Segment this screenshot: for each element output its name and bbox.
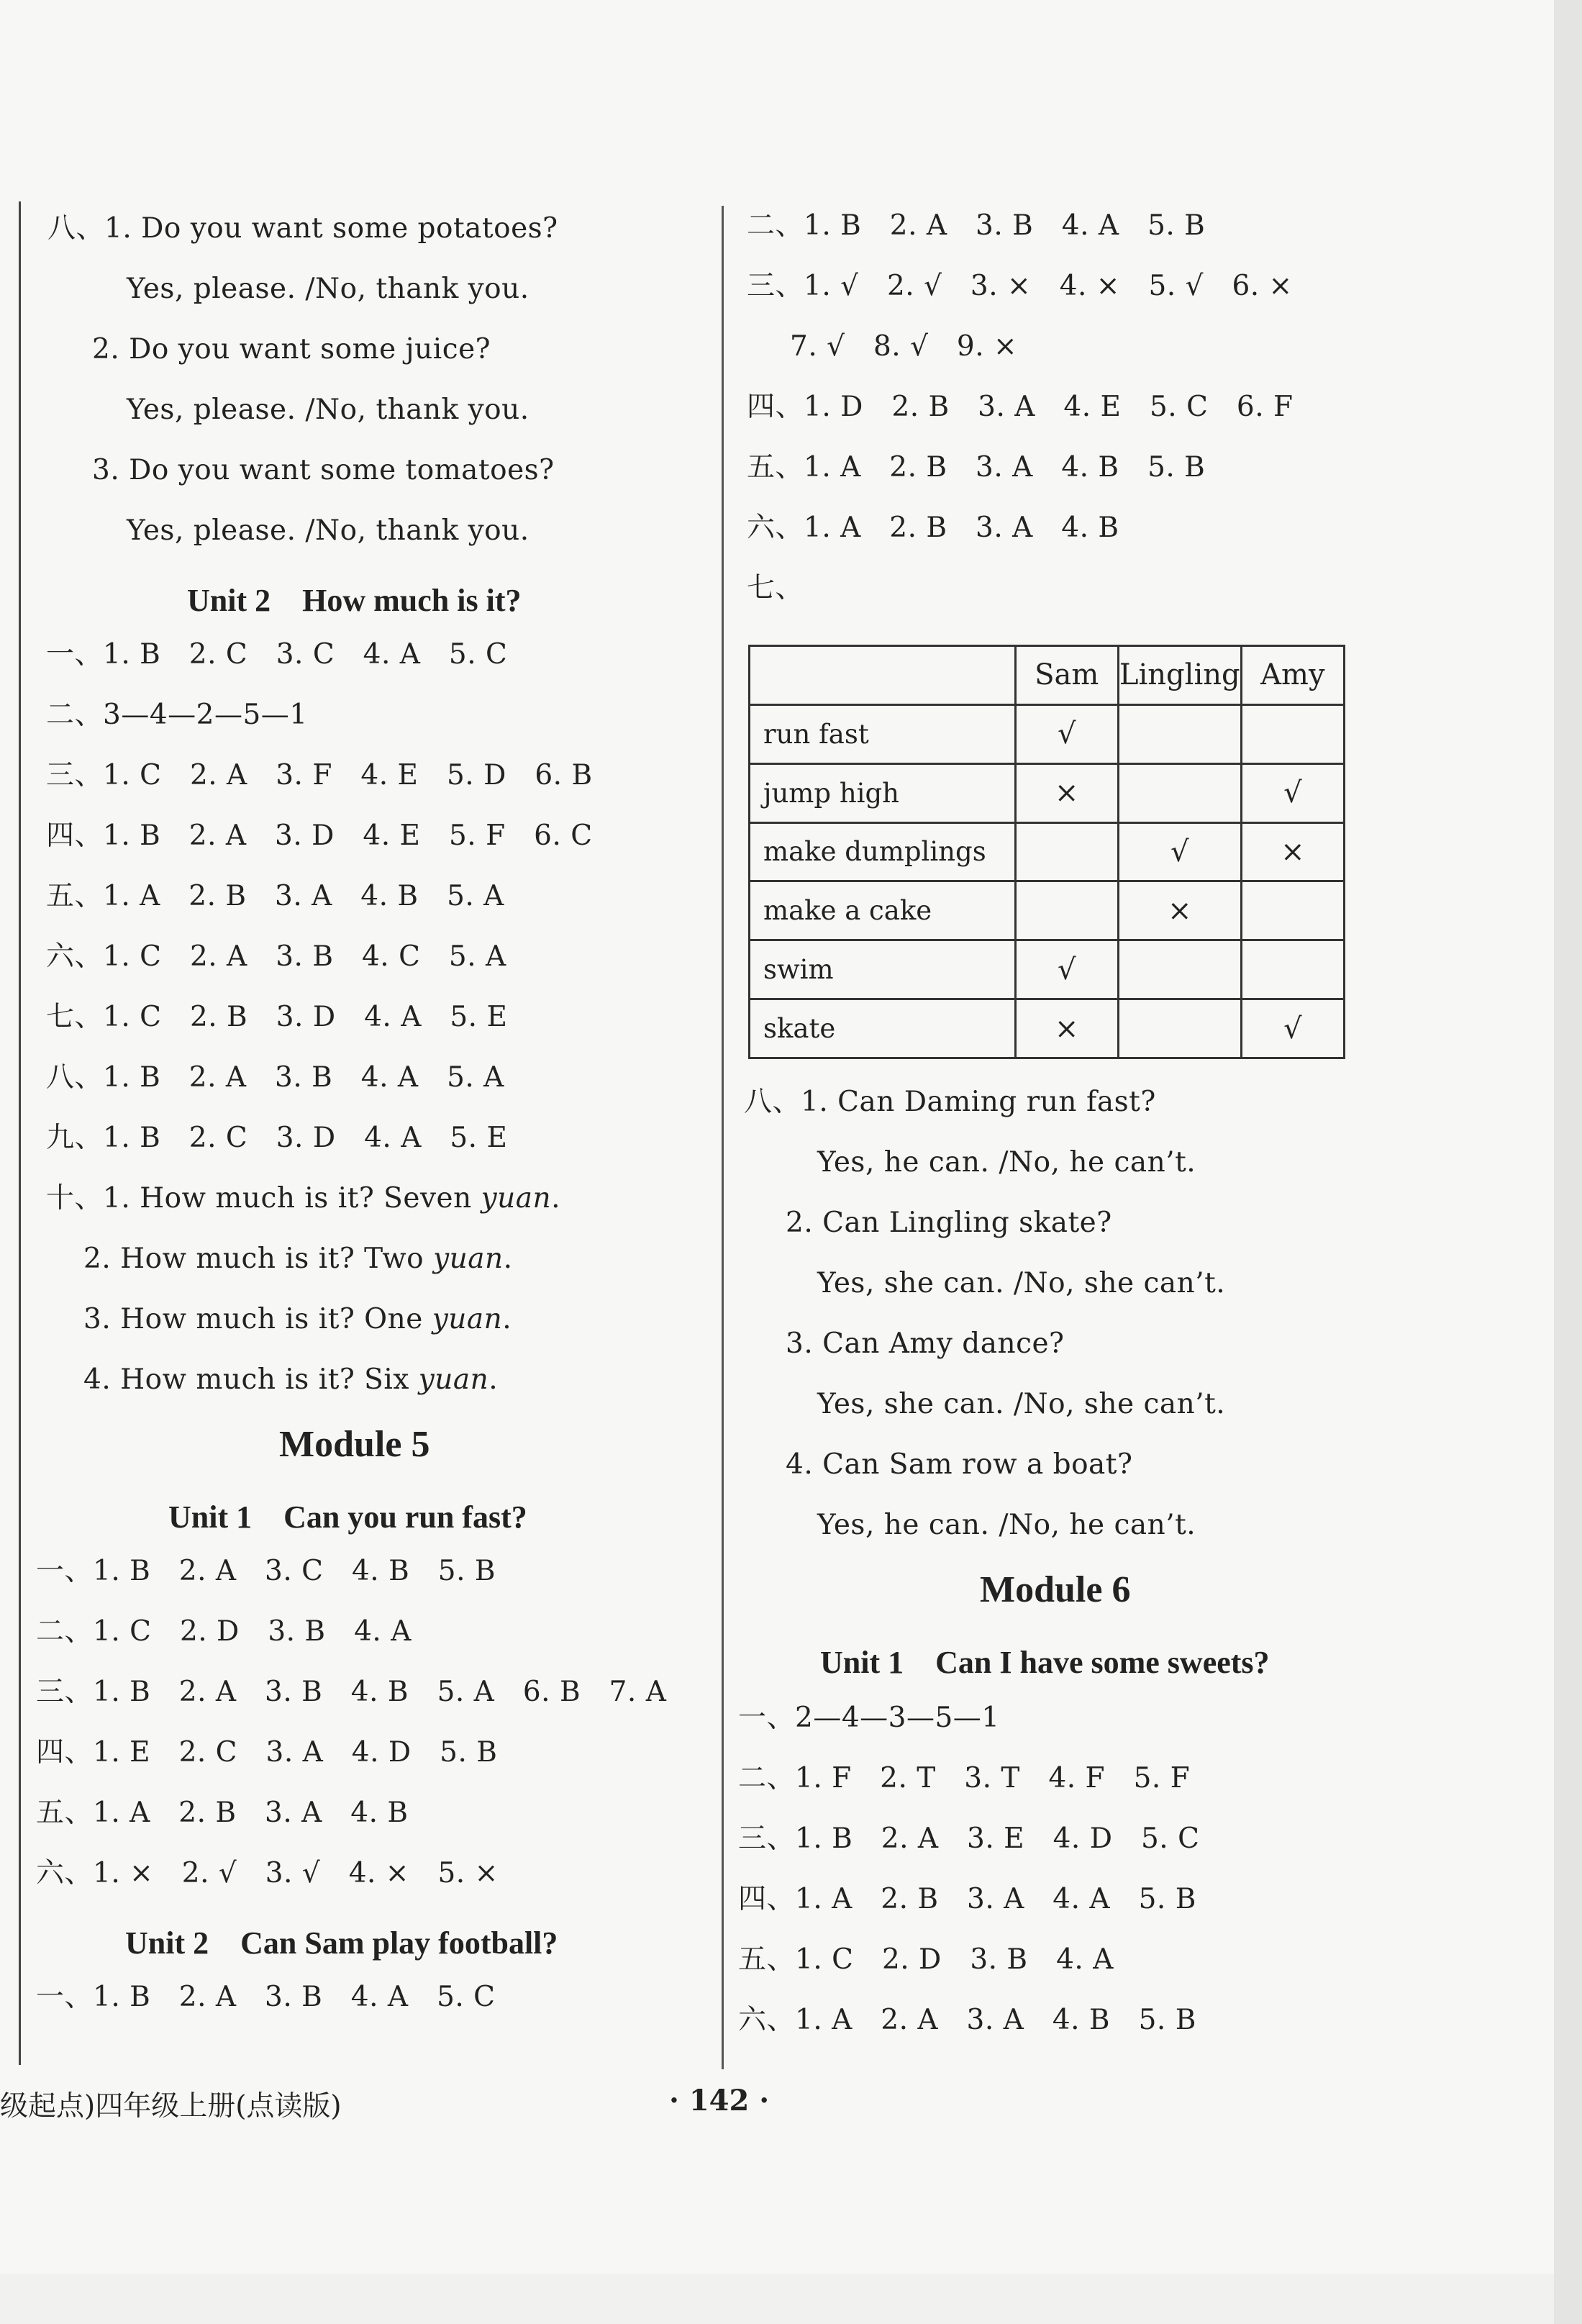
answer-line: 七、 — [747, 572, 804, 604]
table-cell — [1118, 940, 1241, 999]
table-row — [750, 822, 1345, 881]
answer-line: 四、1. B 2. A 3. D 4. E 5. F 6. C — [46, 820, 593, 852]
table-cell: √ — [1015, 704, 1118, 763]
unit-heading: Unit 2 How much is it? — [187, 583, 522, 618]
answer-line: Yes, please. /No, thank you. — [127, 394, 529, 426]
table-cell — [1118, 704, 1241, 763]
table-row — [750, 940, 1345, 999]
table-header-cell: Sam — [1015, 646, 1118, 705]
page-edge — [1554, 0, 1582, 2324]
table-cell — [1015, 881, 1118, 940]
table-row — [750, 704, 1345, 763]
page-number: · 142 · — [669, 2084, 770, 2118]
table-cell: × — [1015, 763, 1118, 822]
answer-line: 六、1. A 2. A 3. A 4. B 5. B — [738, 2004, 1196, 2036]
answer-line: 3. Can Amy dance? — [786, 1327, 1065, 1360]
table-header-cell: Lingling — [1118, 646, 1241, 705]
table-cell: skate — [750, 999, 1016, 1058]
module-heading: Module 5 — [279, 1424, 430, 1465]
answer-line: 四、1. A 2. B 3. A 4. A 5. B — [738, 1883, 1196, 1915]
answer-line: 7. √ 8. √ 9. × — [790, 330, 1018, 363]
answer-line: 4. How much is it? Six yuan. — [83, 1363, 499, 1396]
answer-line: Yes, he can. /No, he can’t. — [817, 1146, 1196, 1179]
answer-line: 4. Can Sam row a boat? — [786, 1448, 1133, 1481]
table-cell: jump high — [750, 763, 1016, 822]
table-cell: × — [1241, 822, 1344, 881]
answer-line: 三、1. √ 2. √ 3. × 4. × 5. √ 6. × — [747, 270, 1293, 302]
answer-line: 八、1. B 2. A 3. B 4. A 5. A — [46, 1061, 504, 1094]
table-cell — [1241, 881, 1344, 940]
answer-line: 十、1. How much is it? Seven yuan. — [46, 1182, 561, 1215]
answer-line: 二、3—4—2—5—1 — [46, 699, 308, 731]
answer-line: 四、1. D 2. B 3. A 4. E 5. C 6. F — [747, 391, 1294, 423]
answer-line: 六、1. × 2. √ 3. √ 4. × 5. × — [36, 1857, 499, 1889]
answer-line: 一、1. B 2. A 3. B 4. A 5. C — [36, 1981, 496, 2013]
table-cell — [1118, 999, 1241, 1058]
module-heading: Module 6 — [980, 1569, 1131, 1610]
table-cell: √ — [1241, 999, 1344, 1058]
answer-line: 二、1. F 2. T 3. T 4. F 5. F — [738, 1762, 1191, 1794]
answer-line: 一、1. B 2. A 3. C 4. B 5. B — [36, 1555, 496, 1587]
answer-line: 二、1. B 2. A 3. B 4. A 5. B — [747, 209, 1206, 242]
unit-heading: Unit 2 Can Sam play football? — [125, 1925, 558, 1961]
table-cell: run fast — [750, 704, 1016, 763]
column-divider — [722, 206, 724, 2069]
answer-line: 2. How much is it? Two yuan. — [83, 1243, 513, 1275]
table-cell — [1241, 940, 1344, 999]
answer-line: 五、1. A 2. B 3. A 4. B — [36, 1797, 409, 1829]
answer-line: 五、1. C 2. D 3. B 4. A — [738, 1943, 1114, 1976]
table-header-cell: Amy — [1241, 646, 1344, 705]
answer-line: Yes, he can. /No, he can’t. — [817, 1509, 1196, 1541]
table-cell: make dumplings — [750, 822, 1016, 881]
table-header-row — [750, 646, 1345, 705]
table-cell — [1241, 704, 1344, 763]
answer-line: 2. Can Lingling skate? — [786, 1207, 1112, 1239]
answer-line: 六、1. A 2. B 3. A 4. B — [747, 512, 1119, 544]
answer-line: Yes, please. /No, thank you. — [127, 514, 529, 547]
table-cell: swim — [750, 940, 1016, 999]
answer-line: 八、1. Do you want some potatoes? — [47, 212, 558, 245]
table-row — [750, 763, 1345, 822]
answer-line: 五、1. A 2. B 3. A 4. B 5. A — [46, 880, 504, 912]
answer-line: 三、1. C 2. A 3. F 4. E 5. D 6. B — [46, 759, 593, 791]
ability-table — [748, 645, 1345, 1059]
table-cell: × — [1118, 881, 1241, 940]
answer-line: Yes, please. /No, thank you. — [127, 273, 529, 305]
answer-line: 八、1. Can Daming run fast? — [744, 1086, 1156, 1118]
answer-line: 五、1. A 2. B 3. A 4. B 5. B — [747, 451, 1206, 484]
table-header-cell — [750, 646, 1016, 705]
table-cell: √ — [1241, 763, 1344, 822]
table-row — [750, 999, 1345, 1058]
table-cell — [1118, 763, 1241, 822]
answer-line: 四、1. E 2. C 3. A 4. D 5. B — [36, 1736, 498, 1769]
table-cell: make a cake — [750, 881, 1016, 940]
answer-line: 2. Do you want some juice? — [92, 333, 491, 366]
answer-line: 一、1. B 2. C 3. C 4. A 5. C — [46, 638, 508, 671]
answer-line: 一、2—4—3—5—1 — [738, 1702, 1000, 1734]
table-cell: × — [1015, 999, 1118, 1058]
unit-heading: Unit 1 Can I have some sweets? — [820, 1645, 1270, 1680]
table-cell: √ — [1015, 940, 1118, 999]
answer-line: 七、1. C 2. B 3. D 4. A 5. E — [46, 1001, 508, 1033]
table-cell: √ — [1118, 822, 1241, 881]
answer-line: 三、1. B 2. A 3. E 4. D 5. C — [738, 1823, 1200, 1855]
footer-book-title: 级起点)四年级上册(点读版) — [0, 2090, 342, 2123]
answer-line: 三、1. B 2. A 3. B 4. B 5. A 6. B 7. A — [36, 1676, 667, 1708]
answer-line: 二、1. C 2. D 3. B 4. A — [36, 1615, 412, 1648]
answer-line: 九、1. B 2. C 3. D 4. A 5. E — [46, 1122, 508, 1154]
table-row — [750, 881, 1345, 940]
answer-line: Yes, she can. /No, she can’t. — [817, 1388, 1226, 1420]
answer-line: Yes, she can. /No, she can’t. — [817, 1267, 1226, 1299]
left-margin-rule — [19, 201, 21, 2065]
table-cell — [1015, 822, 1118, 881]
answer-line: 3. How much is it? One yuan. — [83, 1303, 512, 1335]
unit-heading: Unit 1 Can you run fast? — [168, 1499, 527, 1535]
answer-line: 3. Do you want some tomatoes? — [92, 454, 555, 486]
answer-line: 六、1. C 2. A 3. B 4. C 5. A — [46, 940, 506, 973]
